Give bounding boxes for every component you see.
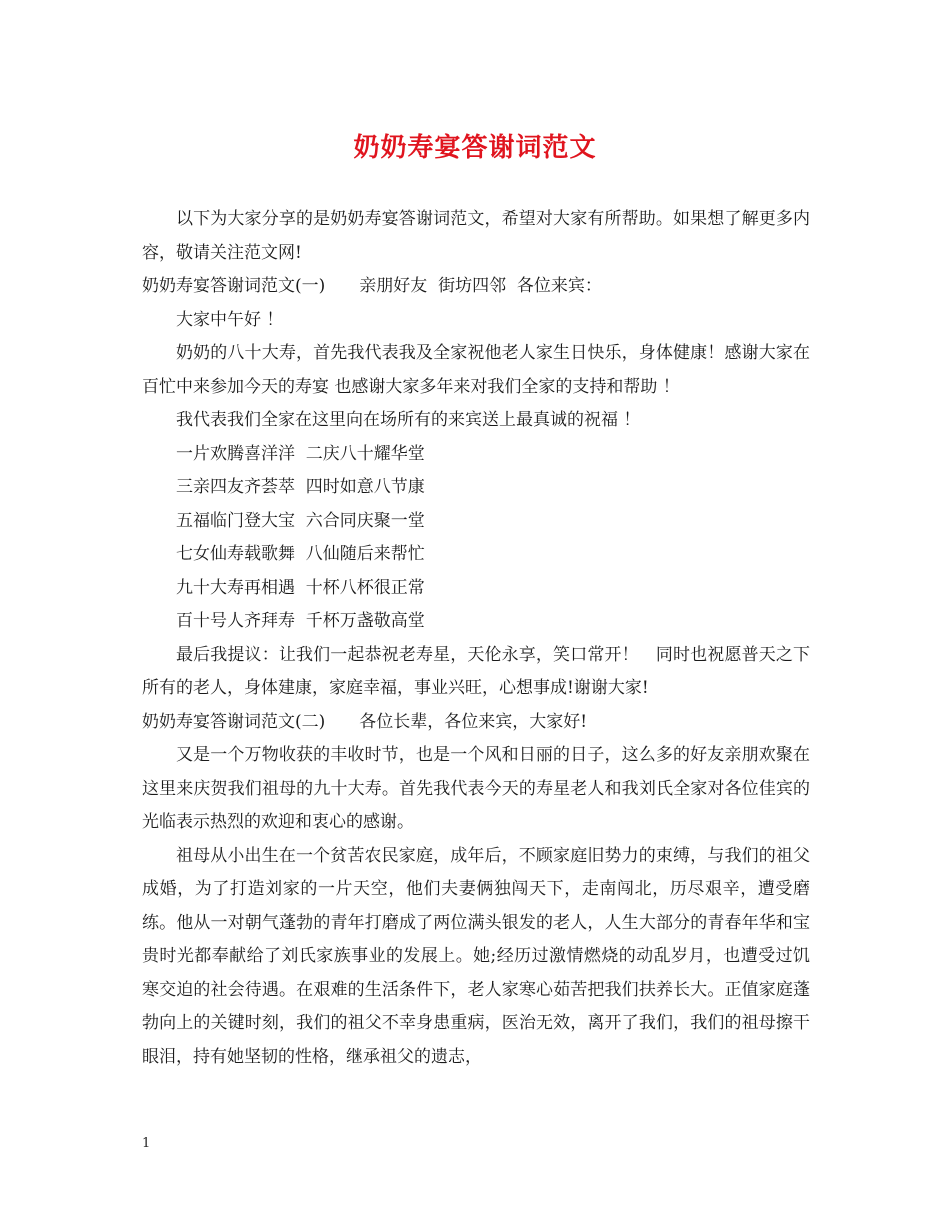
page-number: 1 [142, 1136, 151, 1151]
paragraph: 祖母从小出生在一个贫苦农民家庭，成年后，不顾家庭旧势力的束缚，与我们的祖父成婚，为了打造刘家的一片天空，他们夫妻俩独闯天下，走南闯北，历尽艰辛，遭受磨练。他从一对朝气蓬勃的青年打磨成了两位满头银发的老人，人生大部分的青春年华和宝贵时光都奉献给了刘氏家族事业的发展上。她;经历过激情燃烧的动乱岁月，也遭受过饥寒交迫的社会待遇。在艰难的生活条件下，老人家寒心茹苦把我们扶养长大。正值家庭蓬勃向上的关键时刻，我们的祖父不幸身患重病，医治无效，离开了我们，我们的祖母擦干眼泪，持有她坚韧的性格，继承祖父的遗志， [142, 845, 810, 1067]
section-heading: 奶奶寿宴答谢词范文(二) 各位长辈，各位来宾，大家好! [142, 711, 588, 732]
paragraph: 大家中午好 ！ [176, 309, 284, 330]
document-title: 奶奶寿宴答谢词范文 [353, 133, 597, 163]
poem-line: 九十大寿再相遇 十杯八杯很正常 [176, 577, 425, 598]
paragraph: 最后我提议：让我们一起恭祝老寿星，天伦永享，笑口常开！ 同时也祝愿普天之下所有的老人，身体建康，家庭幸福，事业兴旺，心想事成!谢谢大家! [142, 644, 810, 698]
paragraph: 以下为大家分享的是奶奶寿宴答谢词范文，希望对大家有所帮助。如果想了解更多内容，敬请关注范文网! [142, 209, 810, 263]
poem-line: 一片欢腾喜洋洋 二庆八十耀华堂 [176, 443, 425, 464]
poem-line: 百十号人齐拜寿 千杯万盏敬高堂 [176, 611, 425, 631]
section-heading: 奶奶寿宴答谢词范文(一) 亲朋好友 街坊四邻 各位来宾： [142, 276, 602, 296]
paragraph: 我代表我们全家在这里向在场所有的来宾送上最真诚的祝福 ！ [176, 410, 641, 430]
poem-line: 五福临门登大宝 六合同庆聚一堂 [176, 510, 425, 531]
paragraph: 又是一个万物收获的丰收时节，也是一个风和日丽的日子，这么多的好友亲朋欢聚在这里来庆贺我们祖母的九十大寿。首先我代表今天的寿星老人和我刘氏全家对各位佳宾的光临表示热烈的欢迎和衷心的感谢。 [142, 745, 810, 832]
poem-line: 七女仙寿载歌舞 八仙随后来帮忙 [176, 544, 425, 564]
document-body [142, 203, 810, 1074]
paragraph: 奶奶的八十大寿，首先我代表我及全家祝他老人家生日快乐，身体健康！感谢大家在百忙中来参加今天的寿宴 也感谢大家多年来对我们全家的支持和帮助 ！ [142, 343, 810, 397]
poem-line: 三亲四友齐荟萃 四时如意八节康 [176, 477, 425, 497]
